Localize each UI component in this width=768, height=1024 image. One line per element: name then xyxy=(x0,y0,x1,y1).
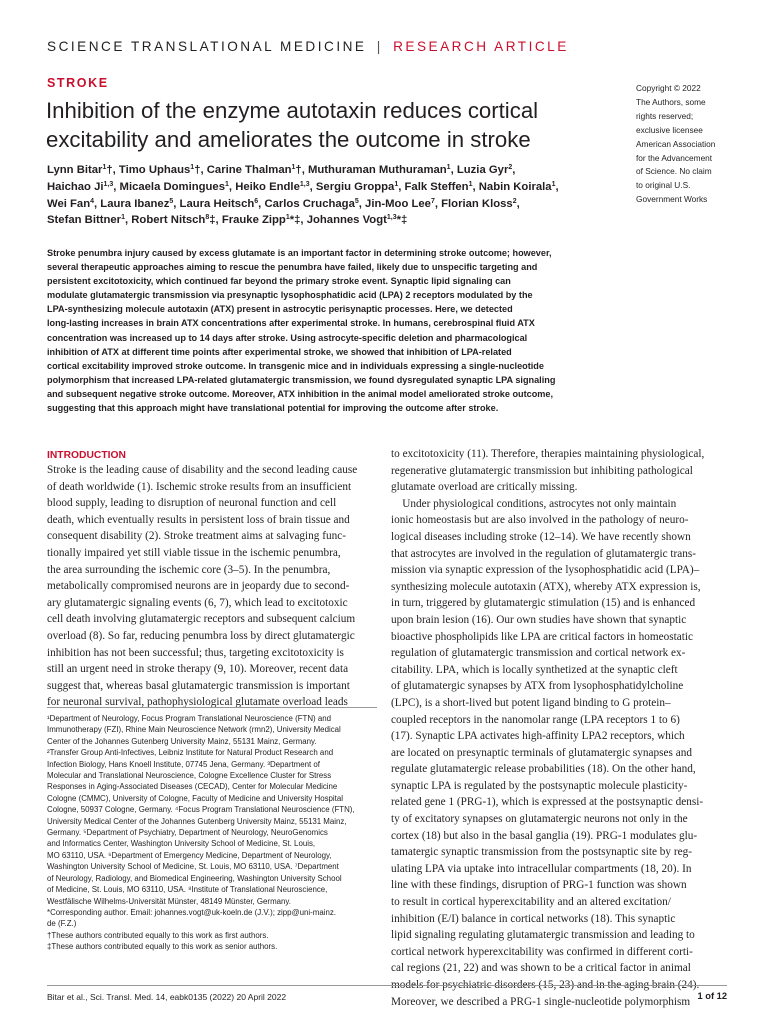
author-line xyxy=(47,162,607,179)
body-line: logical diseases including stroke (12–14). We have recently shown xyxy=(391,530,691,543)
body-line: death, which eventually results in persistent loss of brain tissue and xyxy=(47,513,350,526)
abstract-line: Stroke penumbra injury caused by excess glutamate is an important factor in determining stroke outcome; however, xyxy=(47,248,552,258)
affiliation-line: †These authors contributed equally to this work as first authors. xyxy=(47,930,269,940)
body-line: ulating LPA via uptake into intracellular compartments (18, 20). In xyxy=(391,862,692,875)
copyright-line: rights reserved; xyxy=(636,110,694,121)
author-note-marker: , xyxy=(173,197,180,210)
abstract-line: and subsequent negative stroke outcome. Moreover, ATX inhibition in the animal model ameliorated stroke outcome, xyxy=(47,388,554,399)
body-line: still an urgent need in stroke therapy (9, 10). Moreover, recent data xyxy=(47,663,349,676)
copyright-line: The Authors, some xyxy=(636,96,706,107)
author-name[interactable]: Luzia Gyr xyxy=(456,164,509,176)
title-line: excitability and ameliorates the outcome in stroke xyxy=(46,127,531,152)
body-line: Stroke is the leading cause of disability and the second leading cause xyxy=(47,464,358,476)
copyright-line: Copyright © 2022 xyxy=(636,83,701,93)
affiliation-line: de (F.Z.) xyxy=(47,919,77,929)
abstract-line: suggesting that this approach might have translational potential for improving the outcome after stroke. xyxy=(47,403,499,414)
author-name[interactable]: Wei Fan xyxy=(47,197,91,210)
author-name[interactable]: Carine Thalman xyxy=(206,164,292,176)
author-note-marker: , xyxy=(124,214,132,227)
body-line: blood supply, leading to disruption of neuronal function and cell xyxy=(47,497,337,510)
body-line: regenerative glutamatergic transmission but inhibiting pathological xyxy=(391,464,693,477)
body-line: suggest that, whereas basal glutamatergic transmission is important xyxy=(47,679,350,692)
author-affiliation-marker: 4 xyxy=(90,197,95,205)
abstract xyxy=(47,246,727,415)
abstract-line: concentration was increased up to 14 days after stroke. Using astrocyte-specific deletion and pharmacological xyxy=(47,332,528,343)
copyright-line: American Association xyxy=(636,138,716,149)
author-note-marker: , xyxy=(555,180,559,193)
affiliation-line: *Corresponding author. Email: johannes.vogt@uk-koeln.de (J.V.); zipp@uni-mainz. xyxy=(47,907,336,917)
affiliation-line: MO 63110, USA. ⁶Department of Emergency Medicine, Department of Neurology, xyxy=(47,850,332,860)
body-line: cortical network hyperexcitability was confirmed in different corti- xyxy=(391,945,693,958)
affiliation-line: Infection Biology, Hans Knoell Institute, 07745 Jena, Germany. ³Department of xyxy=(47,759,320,769)
affiliation-line: of Medicine, St. Louis, MO 63110, USA. ⁸Institute of Translational Neuroscience, xyxy=(47,885,328,895)
author-affiliation-marker: 5 xyxy=(354,197,359,205)
abstract-line: polymorphism that increased LPA-related glutamatergic transmission, we found dysregulated synaptic LPA signaling xyxy=(47,374,556,385)
author-name[interactable]: Robert Nitsch xyxy=(131,214,206,227)
abstract-line: several therapeutic approaches aiming to rescue the penumbra have failed, likely due to unspecific targeting and xyxy=(47,262,538,273)
author-name[interactable]: Laura Ibanez xyxy=(100,197,170,210)
author-name[interactable]: Timo Uphaus xyxy=(118,164,191,176)
affiliation-divider xyxy=(47,707,377,708)
affiliation-line: Cologne, 50937 Cologne, Germany. ⁴Focus Program Translational Neuroscience (FTN), xyxy=(47,805,355,815)
abstract-line: long-lasting increases in brain ATX concentrations after experimental stroke. In humans, cerebrospinal fluid ATX xyxy=(47,318,535,329)
footer-divider xyxy=(47,985,727,986)
affiliation-line: and Informatics Center, Washington University School of Medicine, St. Louis, xyxy=(47,839,316,849)
author-affiliation-marker: 8 xyxy=(205,214,210,222)
author-note-marker: , xyxy=(472,180,479,193)
body-line: the area surrounding the ischemic core (3–5). In the penumbra, xyxy=(47,563,331,576)
author-note-marker: *‡ xyxy=(396,214,408,227)
author-name[interactable]: Muthuraman Muthuraman xyxy=(307,164,447,176)
body-line: to excitotoxicity (11). Therefore, therapies maintaining physiological, xyxy=(391,448,705,460)
affiliation-line: University Medical Center of the Johannes Gutenberg University Mainz, 55131 Mainz, xyxy=(47,816,347,826)
author-note-marker: , xyxy=(358,197,366,210)
author-note-marker: , xyxy=(228,180,236,193)
page-number: 1 of 12 xyxy=(697,991,727,1001)
body-line: synaptic LPA is regulated by the postsynaptic molecule plasticity- xyxy=(391,779,688,792)
author-name[interactable]: Haichao Ji xyxy=(47,180,104,193)
article-title xyxy=(46,96,606,154)
body-line: metabolically compromised neurons are in jeopardy due to second- xyxy=(47,580,350,593)
affiliation-line: Responses in Aging-Associated Diseases (CECAD), Center for Molecular Medicine xyxy=(47,782,338,792)
affiliation-line: Immunotherapy (FZI), Rhine Main Neuroscience Network (rmn2), University Medical xyxy=(47,725,341,735)
body-line: upon brain lesion (16). Our own studies have shown that synaptic xyxy=(391,613,687,626)
body-line: cell death involving glutamatergic receptors and subsequent calcium xyxy=(47,613,356,626)
author-name[interactable]: Micaela Domingues xyxy=(119,180,225,193)
body-line: cortex (18) but also in the basal ganglia (19). PRG-1 modulates glu- xyxy=(391,829,698,842)
copyright-notice xyxy=(636,82,736,207)
author-affiliation-marker: 2 xyxy=(508,164,513,171)
citation-footer: Bitar et al., Sci. Transl. Med. 14, eabk0135 (2022) 20 April 2022 xyxy=(47,992,287,1002)
author-affiliation-marker: 2 xyxy=(512,197,517,205)
body-line: Under physiological conditions, astrocytes not only maintain xyxy=(391,497,677,510)
affiliation-line: ¹Department of Neurology, Focus Program Translational Neuroscience (FTN) and xyxy=(47,714,332,723)
author-note-marker: , xyxy=(113,180,120,193)
section-tag: STROKE xyxy=(47,76,109,90)
body-line: to result in cortical hyperexcitability and an altered excitation/ xyxy=(391,896,671,909)
copyright-line: to original U.S. xyxy=(636,180,691,191)
abstract-line: modulate glutamatergic transmission via presynaptic lysophosphatidic acid (LPA) 2 receptors modulated by the xyxy=(47,290,533,301)
body-line: bioactive phospholipids like LPA are critical factors in homeostatic xyxy=(391,630,694,643)
body-line: overload (8). So far, reducing penumbra loss by direct glutamatergic xyxy=(47,629,355,642)
author-affiliation-marker: 7 xyxy=(430,197,435,205)
affiliation-line: ²Transfer Group Anti-Infectives, Leibniz Institute for Natural Product Research and xyxy=(47,748,334,758)
body-line: (17). Synaptic LPA activates high-affinity LPA2 receptors, which xyxy=(391,730,685,743)
author-affiliation-marker: 1,3 xyxy=(299,180,310,188)
author-affiliation-marker: 1,3 xyxy=(386,214,397,222)
author-note-marker: , xyxy=(398,180,405,193)
author-name[interactable]: Frauke Zipp xyxy=(221,214,286,227)
author-note-marker: †, xyxy=(194,164,207,176)
body-line: cal regions (21, 22) and was shown to be a critical factor in animal xyxy=(391,962,691,975)
author-affiliation-marker: 1 xyxy=(551,180,556,188)
body-line: inhibition (E/I) balance in cortical networks (18). This synaptic xyxy=(391,912,676,925)
body-line: for neuronal survival, pathophysiological glutamate overload leads xyxy=(47,696,348,709)
body-line: line with these findings, disruption of PRG-1 function was shown xyxy=(391,879,687,892)
author-list xyxy=(47,162,607,229)
author-name[interactable]: Laura Heitsch xyxy=(179,197,255,210)
body-line: in turn, triggered by glutamatergic stimulation (15) and is enhanced xyxy=(391,597,696,610)
affiliation-line: Cologne (CMMC), University of Cologne, Faculty of Medicine and University Hospital xyxy=(47,793,344,803)
author-affiliation-marker: 1 xyxy=(102,164,107,171)
copyright-line: exclusive licensee xyxy=(636,124,703,135)
author-note-marker: , xyxy=(512,164,516,176)
copyright-line: Government Works xyxy=(636,194,708,205)
body-line: related gene 1 (PRG-1), which is expressed at the postsynaptic densi- xyxy=(391,796,704,809)
affiliation-line: of Neurology, Radiology, and Biomedical Engineering, Washington University School xyxy=(47,873,342,883)
body-line: tamatergic synaptic transmission from the postsynaptic site by reg- xyxy=(391,846,692,859)
body-line: ionic homeostasis but are also involved in the pathology of neuro- xyxy=(391,514,689,527)
author-name[interactable]: Johannes Vogt xyxy=(306,214,387,227)
body-line: tionally impaired yet still viable tissue in the ischemic penumbra, xyxy=(47,546,341,559)
introduction-heading: INTRODUCTION xyxy=(47,450,126,461)
title-line: Inhibition of the enzyme autotaxin reduces cortical xyxy=(46,98,539,123)
affiliation-line: ‡These authors contributed equally to this work as senior authors. xyxy=(47,942,278,952)
header-separator: | xyxy=(376,39,383,54)
journal-name: SCIENCE TRANSLATIONAL MEDICINE xyxy=(47,39,367,54)
abstract-line: LPA-synthesizing molecule autotaxin (ATX) present in astrocytic perisynaptic processes. Here, we detected xyxy=(47,304,513,315)
body-column-left xyxy=(47,462,377,711)
author-name[interactable]: Florian Kloss xyxy=(441,197,513,210)
abstract-line: cortical excitability improved stroke outcome. In transgenic mice and in individuals expressing a single-nucleotide xyxy=(47,360,544,371)
body-line: Moreover, we described a PRG-1 single-nucleotide polymorphism xyxy=(391,995,691,1008)
body-line: ty of excitatory synapses on glutamatergic neurons not only in the xyxy=(391,813,688,826)
author-note-marker: , xyxy=(94,197,101,210)
affiliation-line: Washington University School of Medicine, St. Louis, MO 63110, USA. ⁷Department xyxy=(47,862,339,872)
author-line xyxy=(47,196,607,213)
author-affiliation-marker: 1 xyxy=(394,180,399,188)
author-affiliation-marker: 5 xyxy=(169,197,174,205)
abstract-line: inhibition of ATX at different time points after experimental stroke, we showed that inhibition of LPA-related xyxy=(47,346,512,357)
author-affiliation-marker: 6 xyxy=(254,197,259,205)
author-affiliation-marker: 1 xyxy=(190,164,195,171)
author-line xyxy=(47,179,607,196)
author-name[interactable]: Carlos Cruchaga xyxy=(264,197,355,210)
abstract-line: persistent excitotoxicity, which continued far beyond the primary stroke event. Synaptic lipid signaling can xyxy=(47,276,511,287)
affiliation-line: Molecular and Translational Neuroscience, Cologne Excellence Cluster for Stress xyxy=(47,771,332,781)
body-line: inhibition has not been successful; thus, targeting excitotoxicity is xyxy=(47,646,344,659)
author-note-marker: , xyxy=(258,197,265,210)
author-name[interactable]: Stefan Bittner xyxy=(47,214,122,227)
body-line: coupled receptors in the nanomolar range (LPA receptors 1 to 6) xyxy=(391,713,680,726)
affiliation-line: Westfälische Wilhelms-Universität Münster, 48149 Münster, Germany. xyxy=(47,896,291,906)
body-line: regulation of glutamatergic transmission and cortical network ex- xyxy=(391,647,686,660)
author-name[interactable]: Jin-Moo Lee xyxy=(365,197,431,210)
author-name[interactable]: Lynn Bitar xyxy=(47,164,103,176)
body-line: models for psychiatric disorders (15, 23) and in the aging brain (24). xyxy=(391,979,700,991)
author-note-marker: , xyxy=(309,180,316,193)
author-note-marker: †, xyxy=(295,164,308,176)
affiliation-line: Germany. ⁵Department of Psychiatry, Department of Neurology, NeuroGenomics xyxy=(47,828,328,838)
affiliation-line: Center of the Johannes Gutenberg University Mainz, 55131 Mainz, Germany. xyxy=(47,736,317,746)
author-name[interactable]: Nabin Koirala xyxy=(478,180,552,193)
author-affiliation-marker: 1,3 xyxy=(103,180,114,188)
author-affiliation-marker: 1 xyxy=(291,164,296,171)
author-note-marker: , xyxy=(516,197,520,210)
article-type: RESEARCH ARTICLE xyxy=(393,39,569,54)
body-line: lipid signaling regulating glutamatergic transmission and leading to xyxy=(391,929,695,942)
body-line: of glutamatergic synapses by ATX from lysophosphatidylcholine xyxy=(391,680,684,693)
author-note-marker: †, xyxy=(106,164,119,176)
body-line: consequent disability (2). Stroke treatment aims at salvaging func- xyxy=(47,530,346,543)
body-line: ary glutamatergic signaling events (6, 7), which lead to excitotoxic xyxy=(47,596,348,609)
author-affiliation-marker: 1 xyxy=(121,214,125,222)
body-line: that astrocytes are involved in the regulation of glutamatergic trans- xyxy=(391,547,697,560)
body-line: citability. LPA, which is locally synthetized at the synaptic cleft xyxy=(391,663,678,676)
author-name[interactable]: Falk Steffen xyxy=(404,180,469,193)
author-note-marker: *‡, xyxy=(289,214,307,227)
affiliations xyxy=(47,713,377,953)
body-line: glutamate overload are critically missing. xyxy=(391,481,578,494)
author-name[interactable]: Heiko Endle xyxy=(235,180,300,193)
body-line: are located on presynaptic terminals of glutamatergic synapses and xyxy=(391,746,692,759)
author-line xyxy=(47,212,607,229)
journal-header xyxy=(47,39,727,54)
author-note-marker: , xyxy=(450,164,457,176)
author-affiliation-marker: 1 xyxy=(468,180,473,188)
author-name[interactable]: Sergiu Groppa xyxy=(315,180,395,193)
author-affiliation-marker: 1 xyxy=(225,180,229,188)
body-line: (LPC), is a short-lived but potent ligand binding to G protein– xyxy=(391,696,671,709)
author-affiliation-marker: 1 xyxy=(446,164,451,171)
body-line: mission via synaptic expression of the lysophosphatidic acid (LPA)– xyxy=(391,564,700,577)
author-note-marker: , xyxy=(434,197,442,210)
author-affiliation-marker: 1 xyxy=(285,214,290,222)
copyright-line: for the Advancement xyxy=(636,152,713,163)
body-column-right xyxy=(391,446,723,1010)
body-line: of death worldwide (1). Ischemic stroke results from an insufficient xyxy=(47,480,352,493)
body-line: synthesizing molecule autotaxin (ATX), whereby ATX expression is, xyxy=(391,580,701,593)
copyright-line: of Science. No claim xyxy=(636,166,712,177)
body-line: regulate glutamatergic release probabilities (18). On the other hand, xyxy=(391,763,696,776)
author-note-marker: ‡, xyxy=(209,214,222,227)
